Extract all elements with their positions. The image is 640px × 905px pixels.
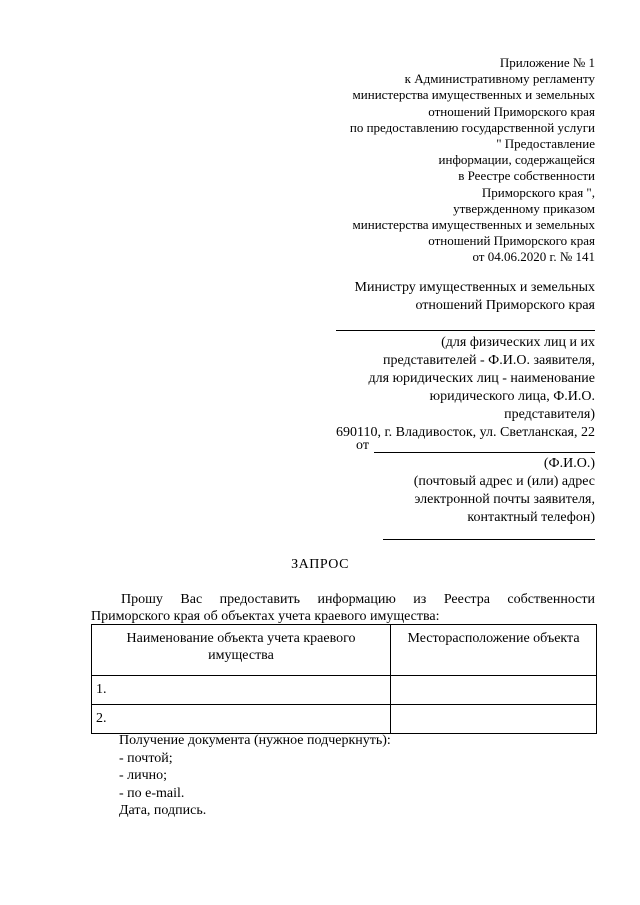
table-cell-object-name[interactable]: 1. xyxy=(92,676,391,705)
table-row xyxy=(92,676,597,705)
from-field-line[interactable] xyxy=(374,452,595,453)
contact-field-line[interactable] xyxy=(383,539,595,540)
delivery-option-post[interactable]: - почтой; xyxy=(119,750,173,766)
applicant-hint-line: представителей - Ф.И.О. заявителя, xyxy=(383,353,595,368)
appendix-line: отношений Приморского края xyxy=(428,233,595,249)
applicant-name-line[interactable] xyxy=(336,330,595,331)
appendix-line: информации, содержащейся xyxy=(438,152,595,168)
contact-hint-line: (почтовый адрес и (или) адрес xyxy=(413,474,595,489)
table-cell-object-name[interactable]: 2. xyxy=(92,705,391,734)
contact-hint-line: электронной почты заявителя, xyxy=(414,492,595,507)
appendix-line: утвержденному приказом xyxy=(453,200,595,216)
appendix-line: " Предоставление xyxy=(496,136,595,152)
delivery-option-email[interactable]: - по e-mail. xyxy=(119,785,185,801)
applicant-hint-line: для юридических лиц - наименование xyxy=(368,371,595,386)
contact-hint xyxy=(414,455,595,527)
request-paragraph xyxy=(91,591,595,625)
applicant-hint xyxy=(336,334,595,442)
date-signature-label: Дата, подпись. xyxy=(119,803,207,818)
column-header-location: Месторасположение объекта xyxy=(391,625,597,676)
appendix-line: Приложение № 1 xyxy=(499,55,595,70)
appendix-line: к Административному регламенту xyxy=(404,71,595,87)
table-cell-location[interactable] xyxy=(391,676,597,705)
delivery-heading: Получение документа (нужное подчеркнуть): xyxy=(119,733,391,748)
delivery-method-block xyxy=(119,732,391,820)
address-line: 690110, г. Владивосток, ул. Светланская, 22 xyxy=(336,425,595,440)
request-line: Приморского края об объектах учета краевого имущества: xyxy=(91,609,440,624)
from-label: от xyxy=(356,438,369,453)
appendix-line: отношений Приморского края xyxy=(428,103,595,119)
from-row xyxy=(356,437,369,455)
appendix-line: по предоставлению государственной услуги xyxy=(349,119,595,135)
document-title: ЗАПРОС xyxy=(291,557,349,572)
appendix-line: министерства имущественных и земельных xyxy=(352,217,595,233)
appendix-line: от 04.06.2020 г. № 141 xyxy=(472,249,595,265)
table-row xyxy=(92,705,597,734)
appendix-line: в Реестре собственности xyxy=(458,168,595,184)
appendix-line: Приморского края ", xyxy=(481,184,595,200)
addressee-line: отношений Приморского края xyxy=(415,298,595,313)
appendix-header xyxy=(295,55,595,266)
column-header-object-name: Наименование объекта учета краевого имущества xyxy=(92,625,391,676)
delivery-option-in-person[interactable]: - лично; xyxy=(119,768,168,783)
addressee-block xyxy=(355,279,595,315)
contact-hint-line: контактный телефон) xyxy=(467,510,595,525)
table-cell-location[interactable] xyxy=(391,705,597,734)
request-line: Прошу Вас предоставить информацию из Реестра собственности xyxy=(121,592,595,607)
applicant-hint-line: (для физических лиц и их xyxy=(441,335,595,350)
table-header-row xyxy=(92,625,597,676)
objects-table xyxy=(91,624,597,734)
contact-hint-line: (Ф.И.О.) xyxy=(543,456,595,471)
applicant-hint-line: юридического лица, Ф.И.О. xyxy=(429,389,595,404)
addressee-line: Министру имущественных и земельных xyxy=(354,280,595,295)
appendix-line: министерства имущественных и земельных xyxy=(352,87,595,103)
applicant-hint-line: представителя) xyxy=(504,407,595,422)
